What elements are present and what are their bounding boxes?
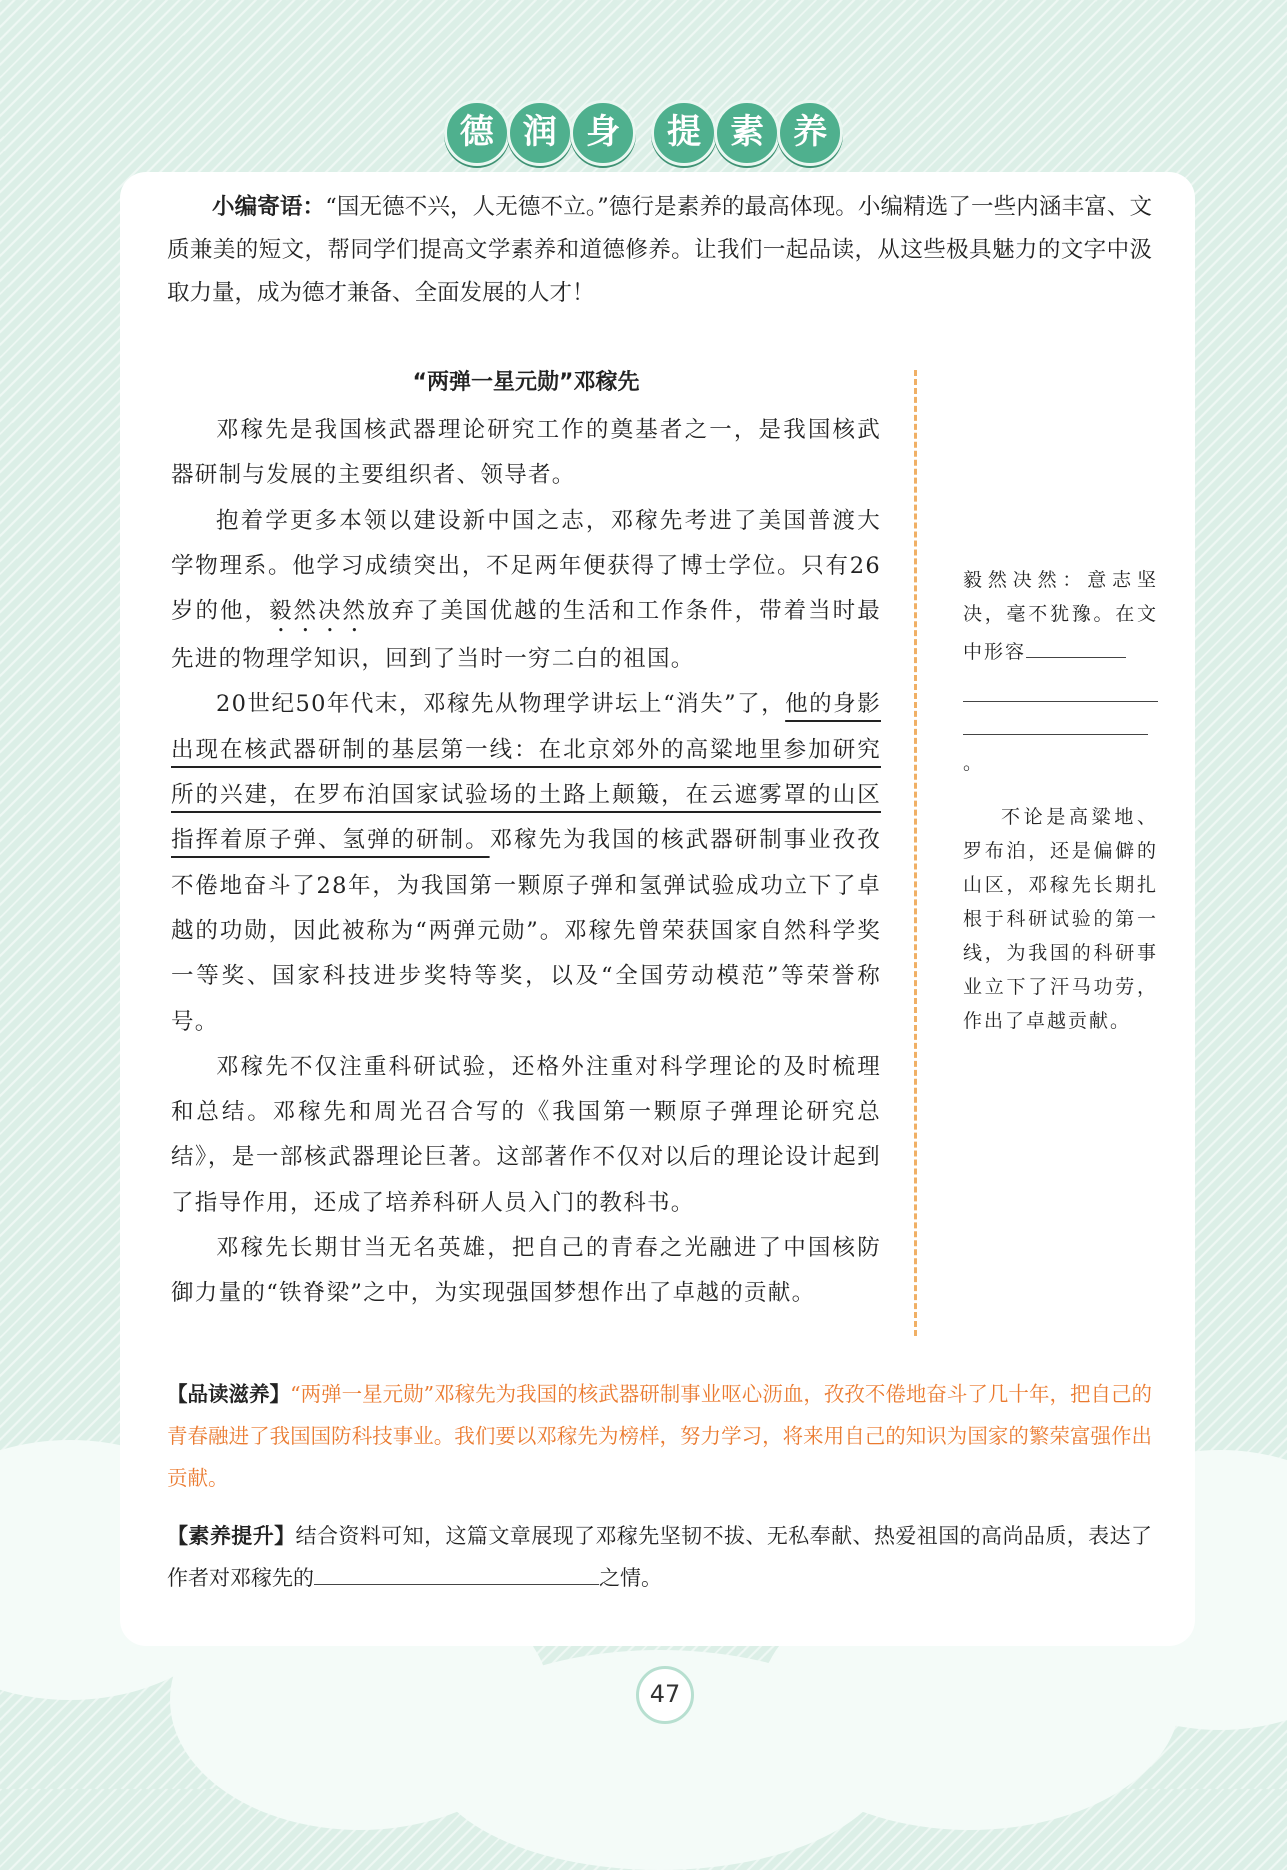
reading-reflection-text: “两弹一星元勋”邓稼先为我国的核武器研制事业呕心沥血，孜孜不倦地奋斗了几十年，把自己的青春融进了我国国防科技事业。我们要以邓稼先为榜样，努力学习，将来用自己的知识为国家的繁荣富强作出贡献。	[167, 1382, 1153, 1490]
article-paragraph: 邓稼先不仅注重科研试验，还格外注重对科学理论的及时梳理和总结。邓稼先和周光召合写的《我国第一颗原子弹理论研究总结》，是一部核武器理论巨著。这部著作不仅对以后的理论设计起到了指导作用，还成了培养科研人员入门的教科书。	[171, 1053, 881, 1216]
title-char: 养	[777, 100, 843, 166]
literacy-question-text: 结合资料可知，这篇文章展现了邓稼先坚韧不拔、无私奉献、热爱祖国的高尚品质，表达了作者对邓稼先的	[167, 1524, 1153, 1590]
editor-note	[167, 186, 1152, 315]
underlined-sentence: 他的身影出现在核武器研制的基层第一线：在北京郊外的高粱地里参加研究所的兴建，在罗布泊国家试验场的土路上颠簸，在云遮雾罩的山区指挥着原子弹、氢弹的研制。	[171, 691, 881, 854]
literacy-question	[167, 1515, 1152, 1599]
paragraph-text: 邓稼先为我国的核武器研制事业孜孜不倦地奋斗了28年，为我国第一颗原子弹和氢弹试验成功立下了卓越的功勋，因此被称为“两弹元勋”。邓稼先曾荣获国家自然科学奖一等奖、国家科技进步奖特等奖，以及“全国劳动模范”等荣誉称号。	[171, 827, 881, 1035]
margin-note-vocabulary	[963, 563, 1158, 780]
dashed-divider	[914, 370, 917, 1336]
emphasized-phrase: 毅然决然	[269, 598, 368, 625]
section-header	[0, 100, 1287, 172]
literacy-question-label: 【素养提升】	[167, 1524, 296, 1548]
title-char: 素	[714, 100, 780, 166]
margin-note-commentary: 不论是高粱地、罗布泊，还是偏僻的山区，邓稼先长期扎根于科研试验的第一线，为我国的科研事业立下了汗马功劳，作出了卓越贡献。	[963, 806, 1158, 1032]
paragraph-text: 放弃了美国优越的生活和工作条件，带着当时最先进的物理学知识，回到了当时一穷二白的祖国。	[171, 598, 881, 673]
fill-blank[interactable]	[963, 669, 1158, 702]
section-title-part-2	[655, 100, 839, 166]
article	[171, 364, 881, 1317]
title-char: 提	[651, 100, 717, 166]
article-paragraph	[171, 682, 881, 1044]
literacy-question-end: 之情。	[599, 1566, 662, 1590]
title-char: 润	[507, 100, 573, 166]
margin-note-text: 毅然决然：意志坚决，毫不犹豫。在文中形容	[963, 569, 1158, 663]
article-title: “两弹一星元勋”邓稼先	[412, 370, 640, 395]
answer-blank[interactable]	[314, 1562, 599, 1585]
paragraph-text: 抱着学更多本领以建设新中国之志，邓稼先考进了美国普渡大学物理系。他学习成绩突出，不足两年便获得了博士学位。只有26岁的他，	[171, 507, 881, 625]
margin-note-end: 。	[963, 752, 985, 774]
article-paragraph: 邓稼先是我国核武器理论研究工作的奠基者之一，是我国核武器研制与发展的主要组织者、领导者。	[171, 417, 881, 489]
page-number: 47	[636, 1666, 694, 1724]
section-title-part-1	[448, 100, 632, 166]
fill-blank[interactable]	[963, 702, 1148, 735]
fill-blank[interactable]	[1026, 631, 1126, 658]
article-paragraph	[171, 499, 881, 683]
article-paragraph: 邓稼先长期甘当无名英雄，把自己的青春之光融进了中国核防御力量的“铁脊梁”之中，为实现强国梦想作出了卓越的贡献。	[171, 1235, 881, 1307]
editor-note-label: 小编寄语：	[212, 194, 326, 220]
reading-reflection	[167, 1373, 1152, 1499]
paragraph-text: 20世纪50年代末，邓稼先从物理学讲坛上“消失”了，	[216, 691, 786, 718]
title-char: 身	[570, 100, 636, 166]
editor-note-text: “国无德不兴，人无德不立。”德行是素养的最高体现。小编精选了一些内涵丰富、文质兼美的短文，帮同学们提高文学素养和道德修养。让我们一起品读，从这些极具魅力的文字中汲取力量，成为德才兼备、全面发展的人才！	[167, 194, 1152, 306]
reading-reflection-label: 【品读滋养】	[167, 1382, 291, 1406]
title-char: 德	[444, 100, 510, 166]
